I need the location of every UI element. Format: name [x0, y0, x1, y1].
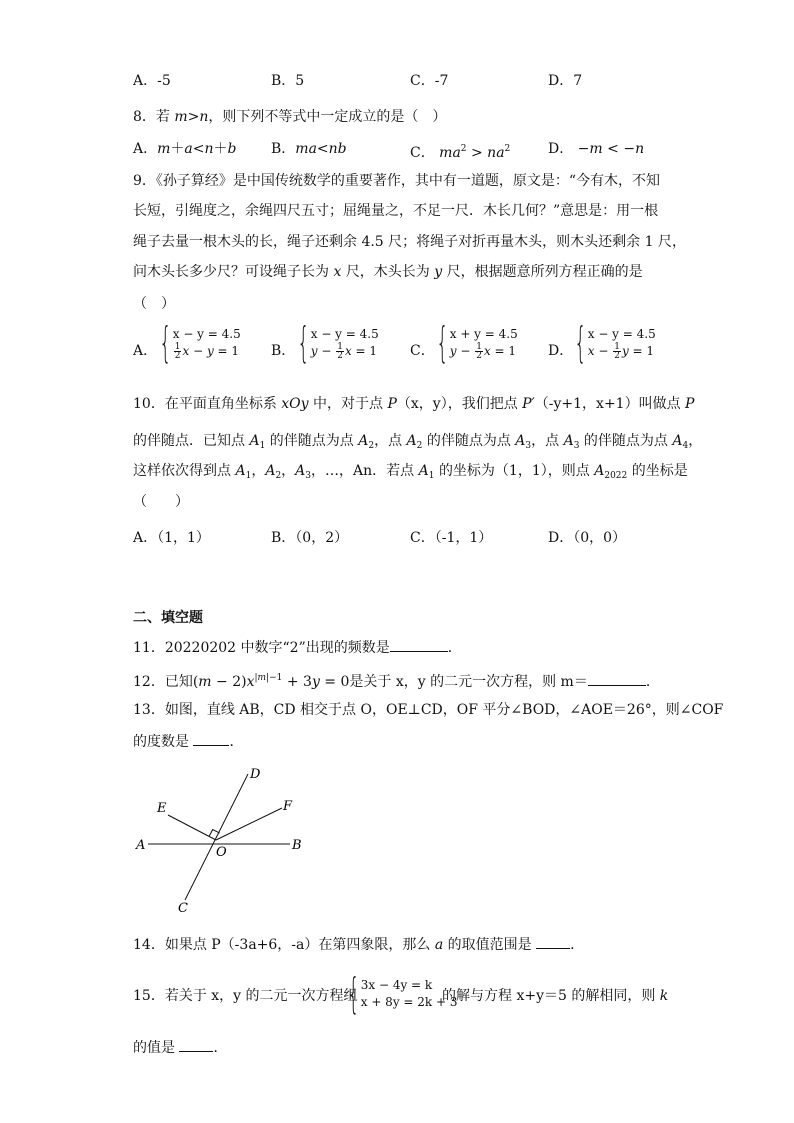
label-c: C	[178, 901, 188, 916]
q10-line-1: 10．在平面直角坐标系 xOy 中，对于点 P（x，y），我们把点 P′（-y+1，x+1）叫做点 P	[133, 396, 695, 412]
q9-option-c-label: C．	[410, 343, 435, 359]
q15-answer-blank[interactable]	[179, 1037, 213, 1052]
q10-line-3: 这样依次得到点 $A_1$，$A_2$，$A_3$，…，An．若点 $A_1$ 的坐标为（1，1），则点 $A_{2022}$ 的坐标是	[133, 463, 688, 481]
q8-option-b: B．ma<nb	[271, 141, 347, 157]
geometry-figure	[130, 760, 320, 920]
q15-equation-system: { 3x − 4y = k x + 8y = 2k + 3	[347, 969, 458, 1018]
q9-option-b-system: { x − y = 4.5 y − $\frac{1}{2}$ x = 1	[297, 318, 379, 367]
q12-answer-blank[interactable]	[588, 671, 646, 686]
q9-line-1: 9．《孙子算经》是中国传统数学的重要著作，其中有一道题，原文是：“今有木，不知	[133, 173, 661, 189]
q8-option-d: D． −m < −n	[548, 141, 645, 157]
q14-answer-blank[interactable]	[536, 934, 570, 949]
label-o: O	[216, 845, 227, 860]
q13-line-1: 13．如图，直线 AB，CD 相交于点 O，OE⊥CD，OF 平分∠BOD，∠AOE＝26°，则∠COF	[133, 702, 724, 718]
q10-option-a: A．（1，1）	[133, 530, 210, 546]
q10-line-4: （ ）	[133, 494, 189, 510]
ray-of	[216, 808, 282, 840]
q13-answer-blank[interactable]	[193, 731, 229, 746]
q9-option-a-system: { x − y = 4.5 $\frac{1}{2}$ x − y = 1	[159, 318, 241, 367]
label-b: B	[292, 838, 302, 853]
q15-line-1: 15．若关于 x，y 的二元一次方程组	[133, 988, 358, 1004]
q15-line-2: 的值是 ．	[133, 1037, 227, 1058]
label-a: A	[136, 838, 146, 853]
q10-option-b: B．（0，2）	[271, 530, 349, 546]
q9-line-4: 问木头长多少尺？可设绳子长为 x 尺，木头长为 y 尺，根据题意所列方程正确的是	[133, 264, 643, 280]
label-f: F	[283, 799, 293, 814]
q9-line-5: （ ）	[133, 296, 175, 312]
q9-option-b-label: B．	[271, 343, 296, 359]
q7-option-b: B．5	[271, 73, 305, 89]
q7-option-c: C．-7	[410, 73, 449, 89]
q14: 14．如果点 P（-3a+6，-a）在第四象限，那么 a 的取值范围是 ．	[133, 934, 584, 955]
q7-option-d: D．7	[548, 73, 583, 89]
q7-option-a: A．-5	[133, 73, 171, 89]
q8-option-c: C． $ma^2 > na^2$	[410, 144, 511, 161]
q9-option-c-system: { x + y = 4.5 y − $\frac{1}{2}$ x = 1	[436, 318, 518, 367]
line-cd	[185, 774, 248, 900]
q11-answer-blank[interactable]	[390, 637, 448, 652]
q10-line-2: 的伴随点．已知点 $A_1$ 的伴随点为点 $A_2$，点 $A_2$ 的伴随点为点 $A_3$，点 $A_3$ 的伴随点为点 $A_4$，	[133, 433, 703, 451]
q9-option-d-system: { x − y = 4.5 x − $\frac{1}{2}$ y = 1	[574, 318, 656, 367]
q8-option-a: A．m＋a<n＋b	[133, 141, 237, 157]
q9-line-3: 绳子去量一根木头的长，绳子还剩余 4.5 尺；将绳子对折再量木头，则木头还剩余 1 尺，	[133, 234, 686, 250]
label-d: D	[250, 767, 261, 782]
q9-line-2: 长短，引绳度之，余绳四尺五寸；屈绳量之，不足一尺．木长几何？”意思是：用一根	[133, 203, 659, 219]
q12: 12．已知$(m - 2)x^{|m|-1} + 3y = 0$是关于 x，y 的二元一次方程，则 m＝ ．	[133, 673, 660, 690]
q15-line-1-end: 的解与方程 x+y＝5 的解相同，则 k	[442, 988, 669, 1004]
q8-stem: 8．若 m>n，则下列不等式中一定成立的是（ ）	[133, 109, 447, 125]
q10-option-c: C．（-1，1）	[410, 530, 493, 546]
q9-option-d-label: D．	[548, 343, 574, 359]
label-e: E	[157, 801, 167, 816]
q10-option-d: D．（0，0）	[548, 530, 627, 546]
q13-line-2: 的度数是 ．	[133, 731, 243, 752]
q9-option-a-label: A．	[133, 343, 158, 359]
q11: 11．20220202 中数字“2”出现的频数是 ．	[133, 637, 462, 658]
section-heading-fill-in: 二、填空题	[133, 610, 203, 626]
